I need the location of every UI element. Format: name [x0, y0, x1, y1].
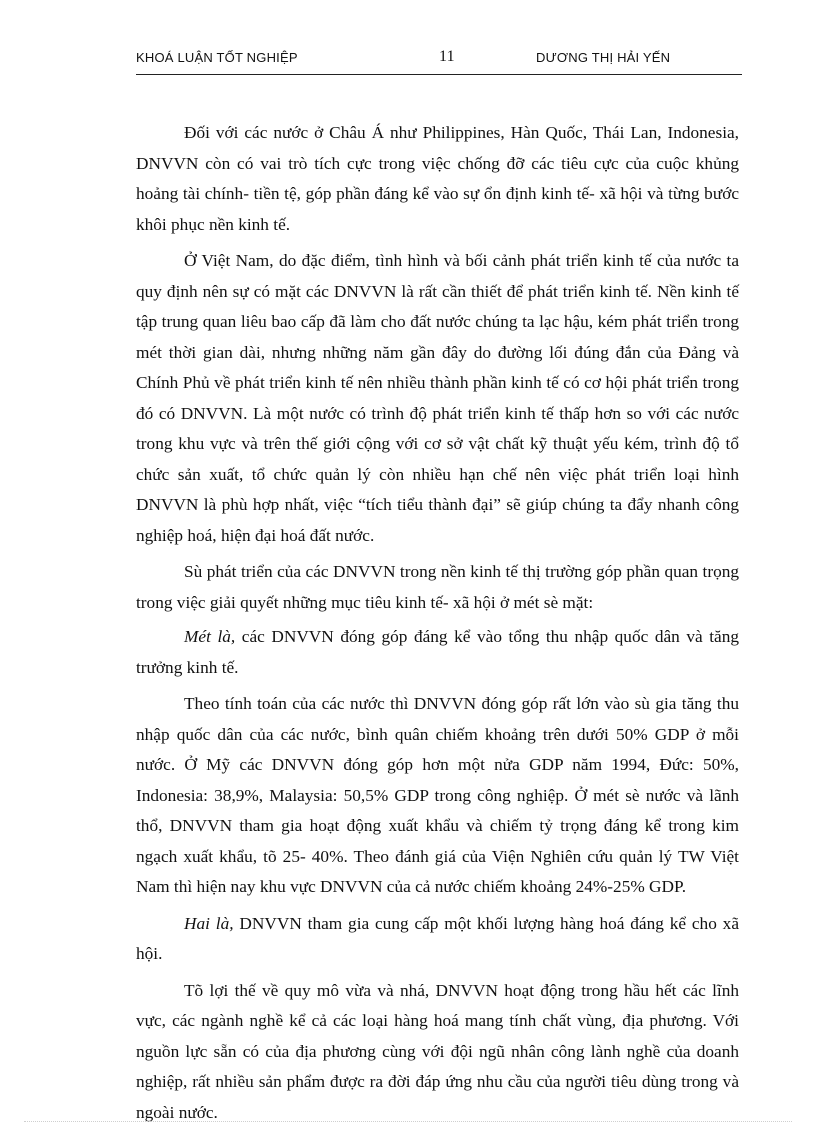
- header-thesis-label: KHOÁ LUẬN TỐT NGHIỆP: [136, 50, 298, 65]
- document-body: [136, 118, 739, 1134]
- paragraph-text: Ở Việt Nam, do đặc điểm, tình hình và bối cảnh phát triển kinh tế của nước ta quy định nên sự có mặt các DNVVN là rất cần thiết để phát triển kinh tế. Nền kinh tế tập trung quan liêu bao cấp đã làm cho đất nước chúng ta lạc hậu, kém phát triển trong mét thời gian dài, nhưng những năm gần đây do đường lối đúng đắn của Đảng và Chính Phủ về phát triển kinh tế nên nhiều thành phần kinh tế có cơ hội phát triển trong đó có DNVVN. Là một nước có trình độ phát triển kinh tế thấp hơn so với các nước trong khu vực và trên thế giới cộng với cơ sở vật chất kỹ thuật yếu kém, trình độ tổ chức sản xuất, tổ chức quản lý còn nhiều hạn chế nên việc phát triển loại hình DNVVN là phù hợp nhất, việc “tích tiểu thành đại” sẽ giúp chúng ta đẩy nhanh công nghiệp hoá, hiện đại hoá đất nước.: [136, 251, 739, 545]
- paragraph-text: Tõ lợi thế về quy mô vừa và nhá, DNVVN hoạt động trong hầu hết các lĩnh vực, các ngành nghề kể cả các loại hàng hoá mang tính chất vùng, địa phương. Với nguồn lực sẵn có của địa phương cùng với đội ngũ nhân công lành nghề của doanh nghiệp, rất nhiều sản phẩm được ra đời đáp ứng nhu cầu của người tiêu dùng trong và ngoài nước.: [136, 980, 739, 1122]
- paragraph: [136, 118, 739, 240]
- paragraph: [136, 976, 739, 1129]
- page-header: [136, 46, 742, 76]
- paragraph-lead: Mét là,: [184, 627, 236, 646]
- header-rule: [136, 74, 742, 75]
- paragraph: [136, 246, 739, 551]
- paragraph-text: Đối với các nước ở Châu Á như Philippines, Hàn Quốc, Thái Lan, Indonesia, DNVVN còn có vai trò tích cực trong việc chống đỡ các tiêu cực của cuộc khủng hoảng tài chính- tiền tệ, góp phần đáng kể vào sự ổn định kinh tế- xã hội và từng bước khôi phục nền kinh tế.: [136, 123, 739, 234]
- paragraph-lead: Hai là,: [184, 913, 234, 933]
- page-bottom-border: [24, 1121, 792, 1122]
- paragraph-text: Sù phát triển của các DNVVN trong nền kinh tế thị trường góp phần quan trọng trong việc giải quyết những mục tiêu kinh tế- xã hội ở mét sè mặt:: [136, 562, 739, 612]
- paragraph-text: Theo tính toán của các nước thì DNVVN đóng góp rất lớn vào sù gia tăng thu nhập quốc dân của các nước, bình quân chiếm khoảng trên dưới 50% GDP ở mỗi nước. Ở Mỹ các DNVVN đóng góp hơn một nửa GDP năm 1994, Đức: 50%, Indonesia: 38,9%, Malaysia: 50,5% GDP trong công nghiệp. Ở mét sè nước và lãnh thổ, DNVVN tham gia hoạt động xuất khẩu và chiếm tỷ trọng đáng kể trong kim ngạch xuất khẩu, tõ 25- 40%. Theo đánh giá của Viện Nghiên cứu quản lý TW Việt Nam thì hiện nay khu vực DNVVN của cả nước chiếm khoảng 24%-25% GDP.: [136, 694, 739, 896]
- paragraph-text: các DNVVN đóng góp đáng kể vào tổng thu nhập quốc dân và tăng trưởng kinh tế.: [136, 627, 739, 677]
- header-author-name: DƯƠNG THỊ HẢI YẾN: [536, 50, 671, 65]
- paragraph: [136, 909, 739, 970]
- paragraph: [136, 689, 739, 903]
- paragraph: [136, 557, 739, 618]
- paragraph: [136, 622, 739, 683]
- paragraph-text: DNVVN tham gia cung cấp một khối lượng hàng hoá đáng kể cho xã hội.: [136, 913, 739, 963]
- page-number: 11: [439, 48, 455, 65]
